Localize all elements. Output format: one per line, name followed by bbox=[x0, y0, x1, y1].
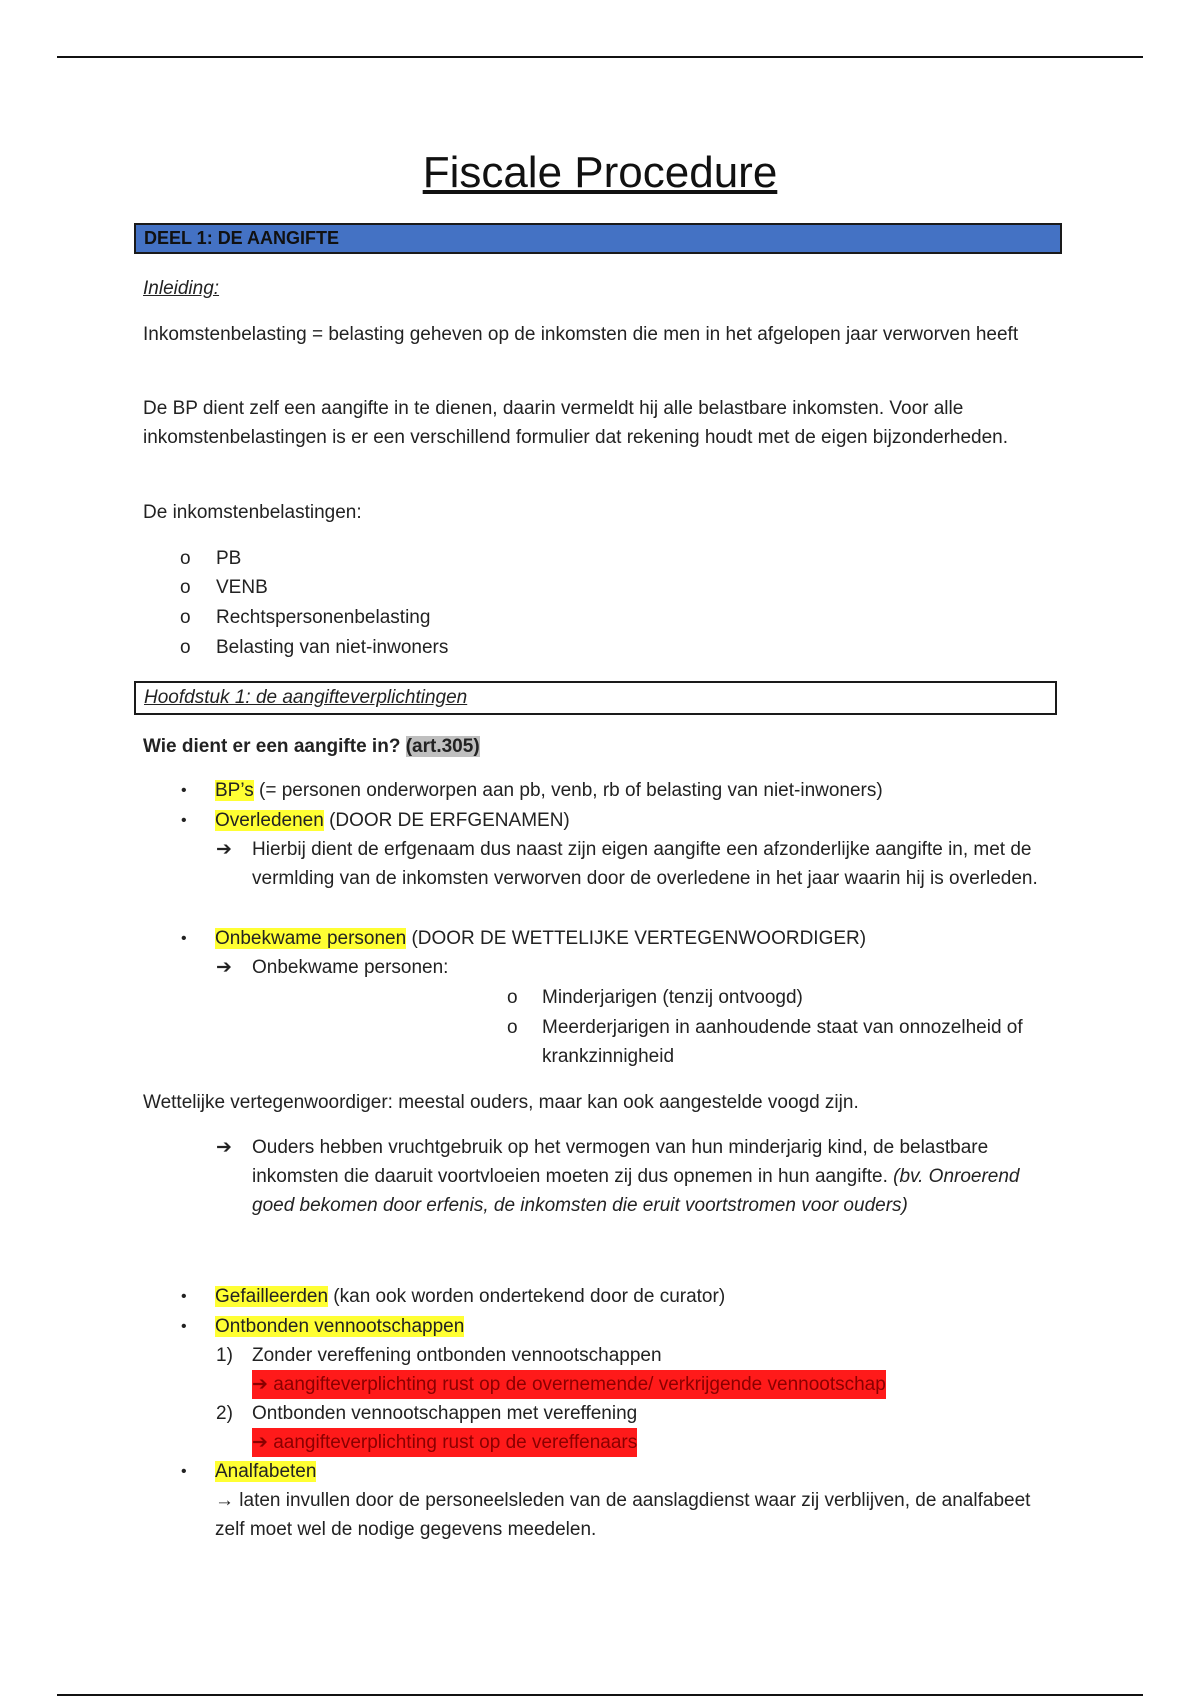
footer-rule bbox=[57, 1694, 1143, 1696]
highlight-term: Onbekwame personen bbox=[215, 928, 407, 949]
item-onbekwaam bbox=[215, 924, 866, 953]
list-bullet: o bbox=[180, 607, 191, 628]
item-ontbonden bbox=[215, 1312, 464, 1341]
question-text: Wie dient er een aangifte in? bbox=[143, 736, 401, 757]
bullet: • bbox=[181, 1318, 187, 1335]
ouders-note bbox=[252, 1133, 1062, 1220]
chapter-header: Hoofdstuk 1: de aangifteverplichtingen bbox=[134, 681, 1057, 715]
ouders-example: (bv. Onroerend goed bekomen door erfenis, de inkomsten die eruit voortstromen voor ouders) bbox=[252, 1166, 1020, 1216]
arrow-icon: ➔ bbox=[252, 1432, 268, 1453]
sub-item: Minderjarigen (tenzij ontvoogd) bbox=[542, 987, 803, 1008]
list-item-label: PB bbox=[216, 548, 242, 569]
highlight-term: BP’s bbox=[215, 780, 254, 801]
item-text: (kan ook worden ondertekend door de curator) bbox=[328, 1286, 726, 1307]
analfabeten-note-text: laten invullen door de personeelsleden van de aanslagdienst waar zij verblijven, de analfabeet zelf moet wel de nodige gegevens meedelen. bbox=[215, 1490, 1031, 1540]
intro-paragraph-3: De inkomstenbelastingen: bbox=[143, 502, 362, 523]
result-text: aangifteverplichting rust op de vereffenaars bbox=[273, 1432, 638, 1453]
result-text: aangifteverplichting rust op de overnemende/ verkrijgende vennootschap bbox=[273, 1374, 886, 1395]
highlight-term: Ontbonden vennootschappen bbox=[215, 1316, 465, 1337]
list-item-label: Belasting van niet-inwoners bbox=[216, 637, 449, 658]
bullet: • bbox=[181, 782, 187, 799]
bullet: • bbox=[181, 930, 187, 947]
item-bp bbox=[215, 776, 883, 805]
item-analfabeten bbox=[215, 1457, 316, 1486]
arrow-icon: → bbox=[215, 1490, 234, 1511]
item-text: (= personen onderworpen aan pb, venb, rb of belasting van niet-inwoners) bbox=[253, 780, 883, 801]
analfabeten-note bbox=[215, 1486, 1045, 1544]
ontbonden-result-2 bbox=[252, 1428, 637, 1457]
item-text: (DOOR DE WETTELIJKE VERTEGENWOORDIGER) bbox=[406, 928, 867, 949]
list-bullet: o bbox=[507, 1017, 518, 1038]
part-header: DEEL 1: DE AANGIFTE bbox=[134, 223, 1062, 254]
arrow-icon: ➔ bbox=[216, 1137, 232, 1158]
list-number: 2) bbox=[216, 1403, 233, 1424]
vertegenwoordiger-text: Wettelijke vertegenwoordiger: meestal ouders, maar kan ook aangestelde voogd zijn. bbox=[143, 1092, 859, 1113]
item-overledenen bbox=[215, 806, 570, 835]
list-bullet: o bbox=[507, 987, 518, 1008]
onbekwaam-note: Onbekwame personen: bbox=[252, 957, 449, 978]
bullet: • bbox=[181, 1288, 187, 1305]
list-bullet: o bbox=[180, 548, 191, 569]
article-reference: (art.305) bbox=[405, 736, 480, 757]
ontbonden-result-1 bbox=[252, 1370, 886, 1399]
bullet: • bbox=[181, 1463, 187, 1480]
overledenen-note: Hierbij dient de erfgenaam dus naast zijn eigen aangifte een afzonderlijke aangifte in, met de vermlding van de inkomsten verworven door de overledene in het jaar waarin hij is overleden. bbox=[252, 839, 1038, 889]
header-rule bbox=[57, 56, 1143, 58]
question-heading bbox=[143, 732, 480, 761]
item-gefailleerden bbox=[215, 1282, 725, 1311]
highlight-term: Analfabeten bbox=[215, 1461, 317, 1482]
list-item-label: Rechtspersonenbelasting bbox=[216, 607, 431, 628]
arrow-icon: ➔ bbox=[252, 1374, 268, 1395]
page-title: Fiscale Procedure bbox=[422, 148, 778, 197]
list-number: 1) bbox=[216, 1345, 233, 1366]
bullet: • bbox=[181, 812, 187, 829]
highlight-term: Overledenen bbox=[215, 810, 324, 831]
intro-paragraph-2: De BP dient zelf een aangifte in te dienen, daarin vermeldt hij alle belastbare inkomsten. Voor alle inkomstenbelastingen is er een verschillend formulier dat rekening houdt met de eigen bijzonderheden. bbox=[143, 398, 1009, 448]
arrow-icon: ➔ bbox=[216, 957, 232, 978]
ontbonden-sub-2: Ontbonden vennootschappen met vereffening bbox=[252, 1403, 638, 1424]
item-text: (DOOR DE ERFGENAMEN) bbox=[323, 810, 570, 831]
highlight-term: Gefailleerden bbox=[215, 1286, 329, 1307]
list-bullet: o bbox=[180, 577, 191, 598]
list-item-label: VENB bbox=[216, 577, 268, 598]
ontbonden-sub-1: Zonder vereffening ontbonden vennootschappen bbox=[252, 1345, 662, 1366]
sub-item: Meerderjarigen in aanhoudende staat van onnozelheid of krankzinnigheid bbox=[542, 1017, 1023, 1067]
list-bullet: o bbox=[180, 637, 191, 658]
intro-heading: Inleiding: bbox=[143, 278, 220, 299]
ouders-note-text: Ouders hebben vruchtgebruik op het vermogen van hun minderjarig kind, de belastbare inkomsten die daaruit voortvloeien moeten zij dus opnemen in hun aangifte. bbox=[252, 1137, 989, 1187]
arrow-icon: ➔ bbox=[216, 839, 232, 860]
intro-paragraph-1: Inkomstenbelasting = belasting geheven op de inkomsten die men in het afgelopen jaar verworven heeft bbox=[143, 324, 1019, 345]
